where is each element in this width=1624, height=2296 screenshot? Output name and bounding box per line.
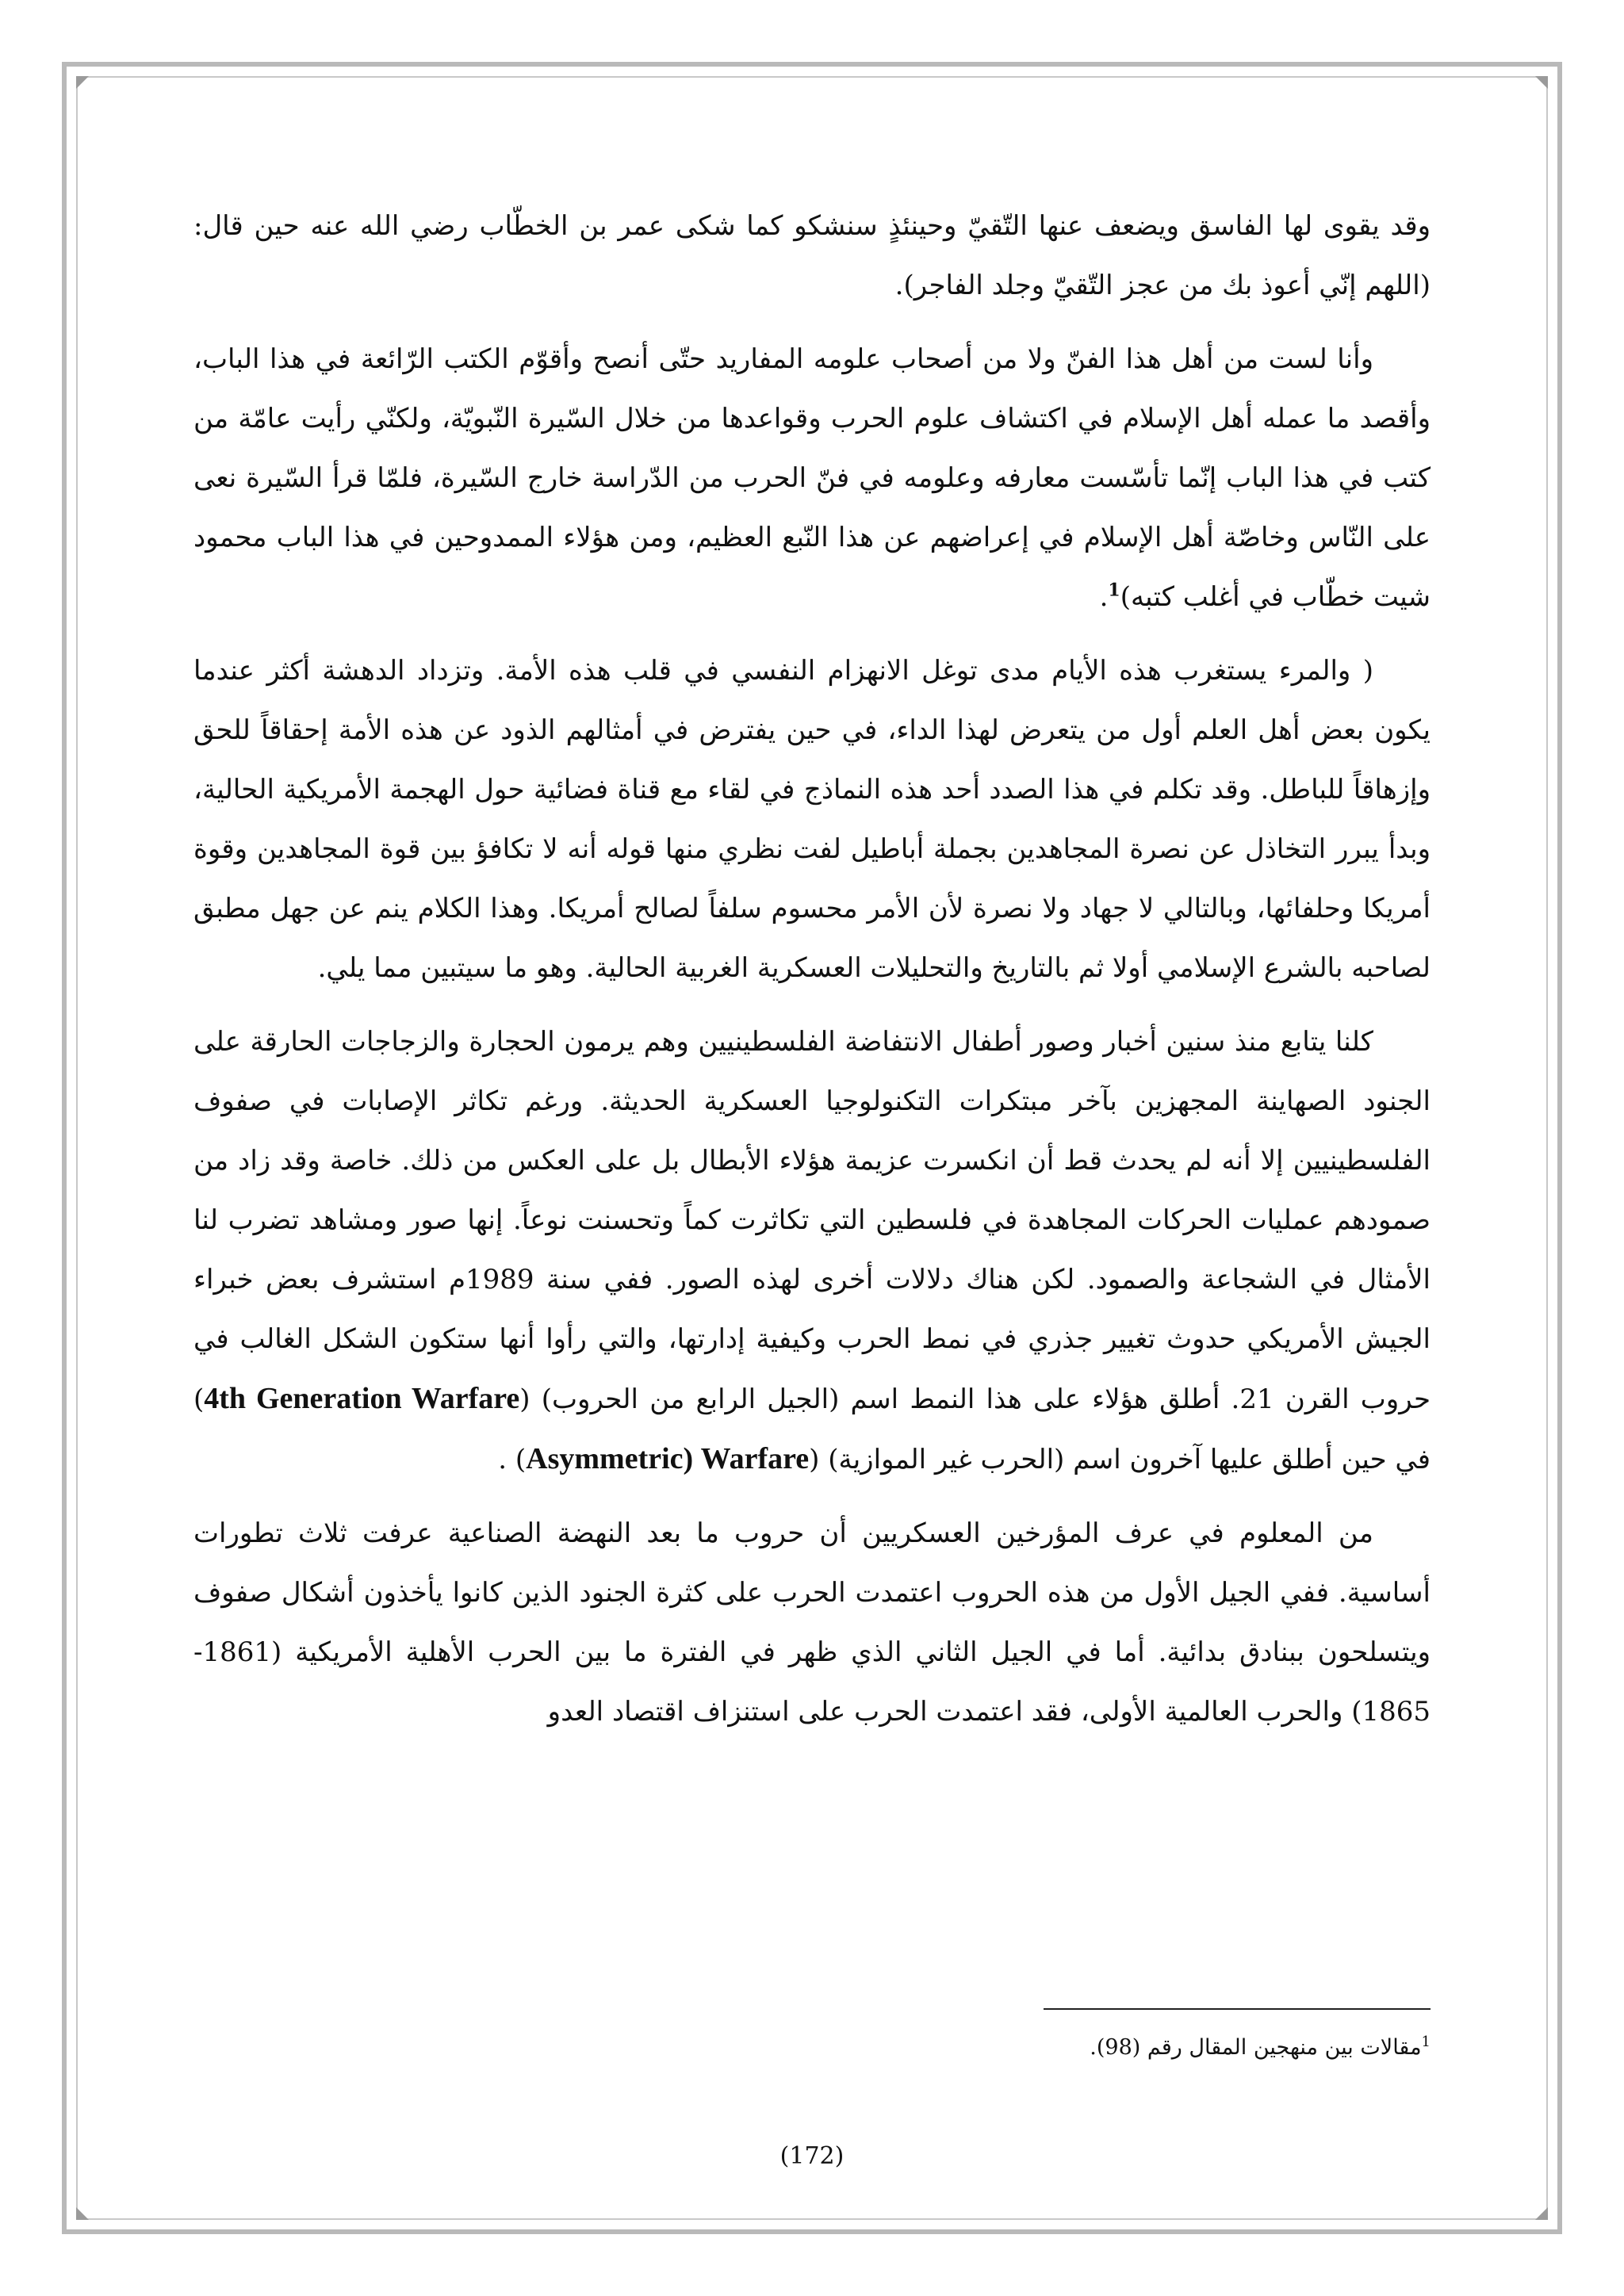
footnote-separator: [1044, 2008, 1431, 2010]
paragraph-4-text: كلنا يتابع منذ سنين أخبار وصور أطفال الانتفاضة الفلسطينيين وهم يرمون الحجارة والزجاجات الحارقة على الجنود الصهاينة المجهزين بآخر مبتكرات التكنولوجيا العسكرية الحديثة. ورغم تكاثر الإصابات في صفوف الفلسطينيين إلا أنه لم يحدث قط أن انكسرت عزيمة هؤلاء الأبطال بل على العكس من ذلك. خاصة وقد زاد من صمودهم عمليات الحركات المجاهدة في فلسطين التي تكاثرت كماً وتحسنت نوعاً. إنها صور ومشاهد تضرب لنا الأمثال في الشجاعة والصمود. لكن هناك دلالات أخرى لهذه الصور. ففي سنة 1989م استشرف بعض خبراء الجيش الأمريكي حدوث تغيير جذري في نمط الحرب وكيفية إدارتها، والتي رأوا أنها ستكون الشكل الغالب في حروب القرن 21. أطلق هؤلاء على هذا النمط اسم (الجيل الرابع من الحروب) (: [193, 1026, 1431, 1415]
footnote: [872, 2026, 1431, 2064]
paragraph-1-text: وقد يقوى لها الفاسق ويضعف عنها التّقيّ وحينئذٍ سنشكو كما شكى عمر بن الخطّاب رضي الله عنه حين قال: (اللهم إنّي أعوذ بك من عجز التّقيّ وجلد الفاجر).: [193, 210, 1431, 301]
paragraph-5: [193, 1504, 1431, 1742]
body-text: [193, 197, 1431, 1756]
corner-ornament-bottom-left: [76, 2207, 89, 2220]
paragraph-5-text: من المعلوم في عرف المؤرخين العسكريين أن حروب ما بعد النهضة الصناعية عرفت ثلاث تطورات أساسية. ففي الجيل الأول من هذه الحروب اعتمدت الحرب على كثرة الجنود الذين كانوا يأخذون أشكال صفوف ويتسلحون ببنادق بدائية. أما في الجيل الثاني الذي ظهر في الفترة ما بين الحرب الأهلية الأمريكية (1861-1865) والحرب العالمية الأولى، فقد اعتمدت الحرب على استنزاف اقتصاد العدو: [193, 1517, 1431, 1728]
corner-ornament-top-left: [76, 76, 89, 89]
corner-ornament-top-right: [1535, 76, 1548, 89]
paragraph-4-end: ) .: [498, 1444, 527, 1475]
corner-ornament-bottom-right: [1535, 2207, 1548, 2220]
paragraph-2-text: وأنا لست من أهل هذا الفنّ ولا من أصحاب علومه المفاريد حتّى أنصح وأقوّم الكتب الرّائعة في هذا الباب، وأقصد ما عمله أهل الإسلام في اكتشاف علوم الحرب وقواعدها من خلال السّيرة النّبويّة، ولكنّي رأيت عامّة من كتب في هذا الباب إنّما تأسّست معارفه وعلومه في فنّ الحرب من الدّراسة خارج السّيرة، فلمّا قرأ السّيرة نعى على النّاس وخاصّة أهل الإسلام في إعراضهم عن هذا النّبع العظيم، ومن هؤلاء الممدوحين في هذا الباب محمود شيت خطّاب في أغلب كتبه): [193, 343, 1431, 613]
footnote-reference[interactable]: 1: [1108, 580, 1120, 601]
paragraph-2-end: .: [1099, 581, 1109, 613]
paragraph-3: [193, 641, 1431, 998]
paragraph-3-text: ( والمرء يستغرب هذه الأيام مدى توغل الانهزام النفسي في قلب هذه الأمة. وتزداد الدهشة أكثر عندما يكون بعض أهل العلم أول من يتعرض لهذا الداء، في حين يفترض في أمثالهم الذود عن هذه الأمة إحقاقاً للحق وإزهاقاً للباطل. وقد تكلم في هذا الصدد أحد هذه النماذج في لقاء مع قناة فضائية حول الهجمة الأمريكية الحالية، وبدأ يبرر التخاذل عن نصرة المجاهدين بجملة أباطيل لفت نظري منها قوله أنه لا تكافؤ بين قوة المجاهدين وقوة أمريكا وحلفائها، وبالتالي لا جهاد ولا نصرة لأن الأمر محسوم سلفاً لصالح أمريكا. وهذا الكلام ينم عن جهل مطبق لصاحبه بالشرع الإسلامي أولا ثم بالتاريخ والتحليلات العسكرية الغربية الحالية. وهو ما سيتبين مما يلي.: [193, 655, 1431, 984]
footnote-text: مقالات بين منهجين المقال رقم (98).: [1090, 2035, 1422, 2060]
paragraph-4-middle: ) في حين أطلق عليها آخرون اسم (الحرب غير الموازية) (: [193, 1383, 1431, 1475]
paragraph-4: [193, 1012, 1431, 1490]
paragraph-2: [193, 330, 1431, 627]
page-number: (172): [779, 2142, 845, 2170]
term-4th-generation-warfare: 4th Generation Warfare: [204, 1382, 520, 1415]
footnote-marker: 1: [1421, 2034, 1431, 2050]
paragraph-1: [193, 197, 1431, 316]
term-asymmetric-warfare: Asymmetric) Warfare: [526, 1442, 810, 1475]
